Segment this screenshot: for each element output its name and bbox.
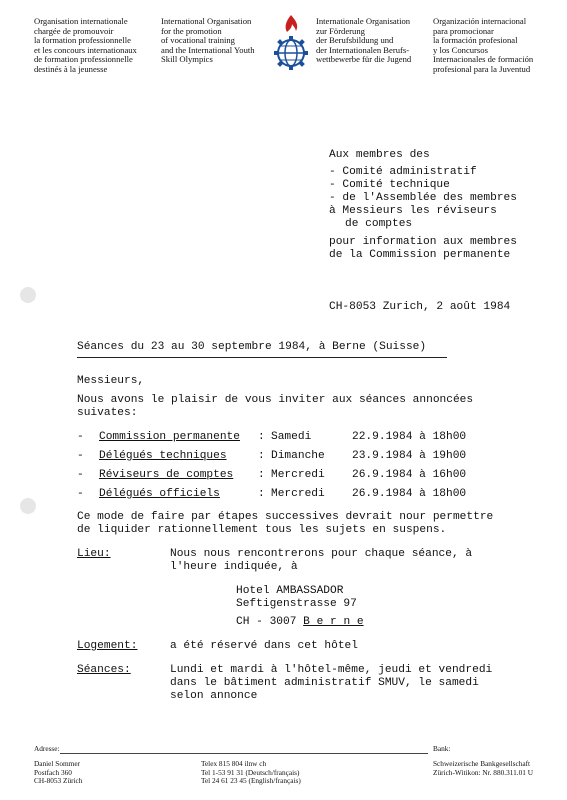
bank-label: Bank: <box>433 744 451 753</box>
header-line: Internacionales de formación <box>433 54 534 65</box>
hotel-city <box>236 616 364 629</box>
header-line: zur Förderung <box>316 25 365 36</box>
header-line: Internationale Organisation <box>316 16 411 26</box>
session-date: 22.9.1984 à 18h00 <box>352 431 467 443</box>
recipient-item: - de l'Assemblée des membres <box>329 192 517 204</box>
header-line: et les concours internationaux <box>34 44 137 55</box>
session-name: Commission permanente <box>99 431 240 443</box>
session-day: Samedi <box>271 431 312 443</box>
lieu-text: l'heure indiquée, à <box>170 561 298 573</box>
session-dash: - <box>77 488 84 500</box>
session-date: 23.9.1984 à 19h00 <box>352 450 467 462</box>
footer-telex <box>201 760 301 786</box>
seances-text: dans le bâtiment administratif SMUV, le samedi <box>170 677 479 689</box>
recipient-item: à Messieurs les réviseurs <box>329 205 497 217</box>
hotel-name: Hotel AMBASSADOR <box>236 585 344 597</box>
header-line: destinés à la jeunesse <box>34 63 108 74</box>
header-line: la formation professionnelle <box>34 35 131 46</box>
session-date: 26.9.1984 à 16h00 <box>352 469 467 481</box>
header-line: of vocational training <box>161 35 235 46</box>
logement-label: Logement: <box>77 640 138 652</box>
recipient-intro: Aux membres des <box>329 149 430 161</box>
session-row <box>77 488 467 501</box>
header-line: Organización internacional <box>433 16 527 26</box>
city-prefix: CH - 3007 <box>236 616 297 628</box>
footer-line: Daniel Sommer <box>34 759 81 768</box>
flame-globe-logo <box>272 13 310 71</box>
footer-line: Telex 815 804 ilnw ch <box>201 759 267 768</box>
subject-rule <box>77 357 447 358</box>
lieu-label: Lieu: <box>77 548 111 560</box>
lieu-text: Nous nous rencontrerons pour chaque séance, à <box>170 548 473 560</box>
footer-line: Zürich-Witikon: Nr. 880.311.01 U <box>433 767 533 777</box>
session-colon: : <box>258 469 265 481</box>
footer-line: Schweizerische Bankgesellschaft <box>433 759 531 768</box>
intro-line: suivates: <box>77 407 138 419</box>
hotel-street: Seftigenstrasse 97 <box>236 598 357 610</box>
header-line: de formation professionnelle <box>34 54 133 65</box>
recipient-item: de comptes <box>345 218 413 230</box>
recipient-item: - Comité technique <box>329 179 450 191</box>
header-line: para promocionar <box>433 25 494 36</box>
salutation: Messieurs, <box>77 375 145 387</box>
header-line: wettbewerbe für die Jugend <box>316 54 412 65</box>
intro-line: Nous avons le plaisir de vous inviter aux séances annoncées <box>77 394 474 406</box>
info-line: de la Commission permanente <box>329 249 511 261</box>
place-date: CH-8053 Zurich, 2 août 1984 <box>329 301 511 313</box>
punch-hole-icon <box>20 498 36 514</box>
mode-line: de liquider rationnellement tous les sujets en suspens. <box>77 524 447 536</box>
header-line: International Organisation <box>161 16 252 26</box>
letterhead-french <box>34 17 137 75</box>
session-day: Dimanche <box>271 450 325 462</box>
footer-rule <box>60 753 428 754</box>
session-dash: - <box>77 469 84 481</box>
session-date: 26.9.1984 à 18h00 <box>352 488 467 500</box>
session-colon: : <box>258 431 265 443</box>
session-name: Réviseurs de comptes <box>99 469 234 481</box>
header-line: der Internationalen Berufs- <box>316 44 410 55</box>
info-line: pour information aux membres <box>329 236 517 248</box>
subject-line: Séances du 23 au 30 septembre 1984, à Berne (Suisse) <box>77 341 427 353</box>
session-row <box>77 469 467 482</box>
session-name: Délégués officiels <box>99 488 220 500</box>
letterhead-spanish <box>433 17 533 75</box>
footer-line: Tel 1-53 91 31 (Deutsch/français) <box>201 767 300 777</box>
header-line: Skill Olympics <box>161 54 213 65</box>
footer-address <box>34 760 82 786</box>
footer-line: Tel 24 61 23 45 (English/français) <box>201 776 301 786</box>
header-line: y los Concursos <box>433 44 488 55</box>
address-label: Adresse: <box>34 744 60 753</box>
header-line: for the promotion <box>161 25 222 36</box>
letterhead-english <box>161 17 255 65</box>
header-line: chargée de promouvoir <box>34 25 114 36</box>
session-row <box>77 431 467 444</box>
session-dash: - <box>77 450 84 462</box>
header-line: Organisation internationale <box>34 16 128 26</box>
header-line: profesional para la Juventud <box>433 63 531 74</box>
seances-text: Lundi et mardi à l'hôtel-même, jeudi et vendredi <box>170 664 493 676</box>
session-dash: - <box>77 431 84 443</box>
logement-text: a été réservé dans cet hôtel <box>170 640 358 652</box>
letterhead-german <box>316 17 411 65</box>
session-colon: : <box>258 488 265 500</box>
session-row <box>77 450 467 463</box>
session-colon: : <box>258 450 265 462</box>
seances-label: Séances: <box>77 664 131 676</box>
punch-hole-icon <box>20 287 36 303</box>
mode-line: Ce mode de faire par étapes successives devrait nour permettre <box>77 511 494 523</box>
header-line: and the International Youth <box>161 44 255 55</box>
footer-line: CH-8053 Zürich <box>34 776 83 786</box>
seances-text: selon annonce <box>170 690 258 702</box>
city-name: B e r n e <box>303 616 364 628</box>
session-day: Mercredi <box>271 488 325 500</box>
session-name: Délégués techniques <box>99 450 227 462</box>
recipient-item: - Comité administratif <box>329 166 477 178</box>
footer-line: Postfach 360 <box>34 767 72 777</box>
header-line: der Berufsbildung und <box>316 35 394 46</box>
header-line: la formación profesional <box>433 35 518 46</box>
footer-bank <box>433 760 533 777</box>
session-day: Mercredi <box>271 469 325 481</box>
